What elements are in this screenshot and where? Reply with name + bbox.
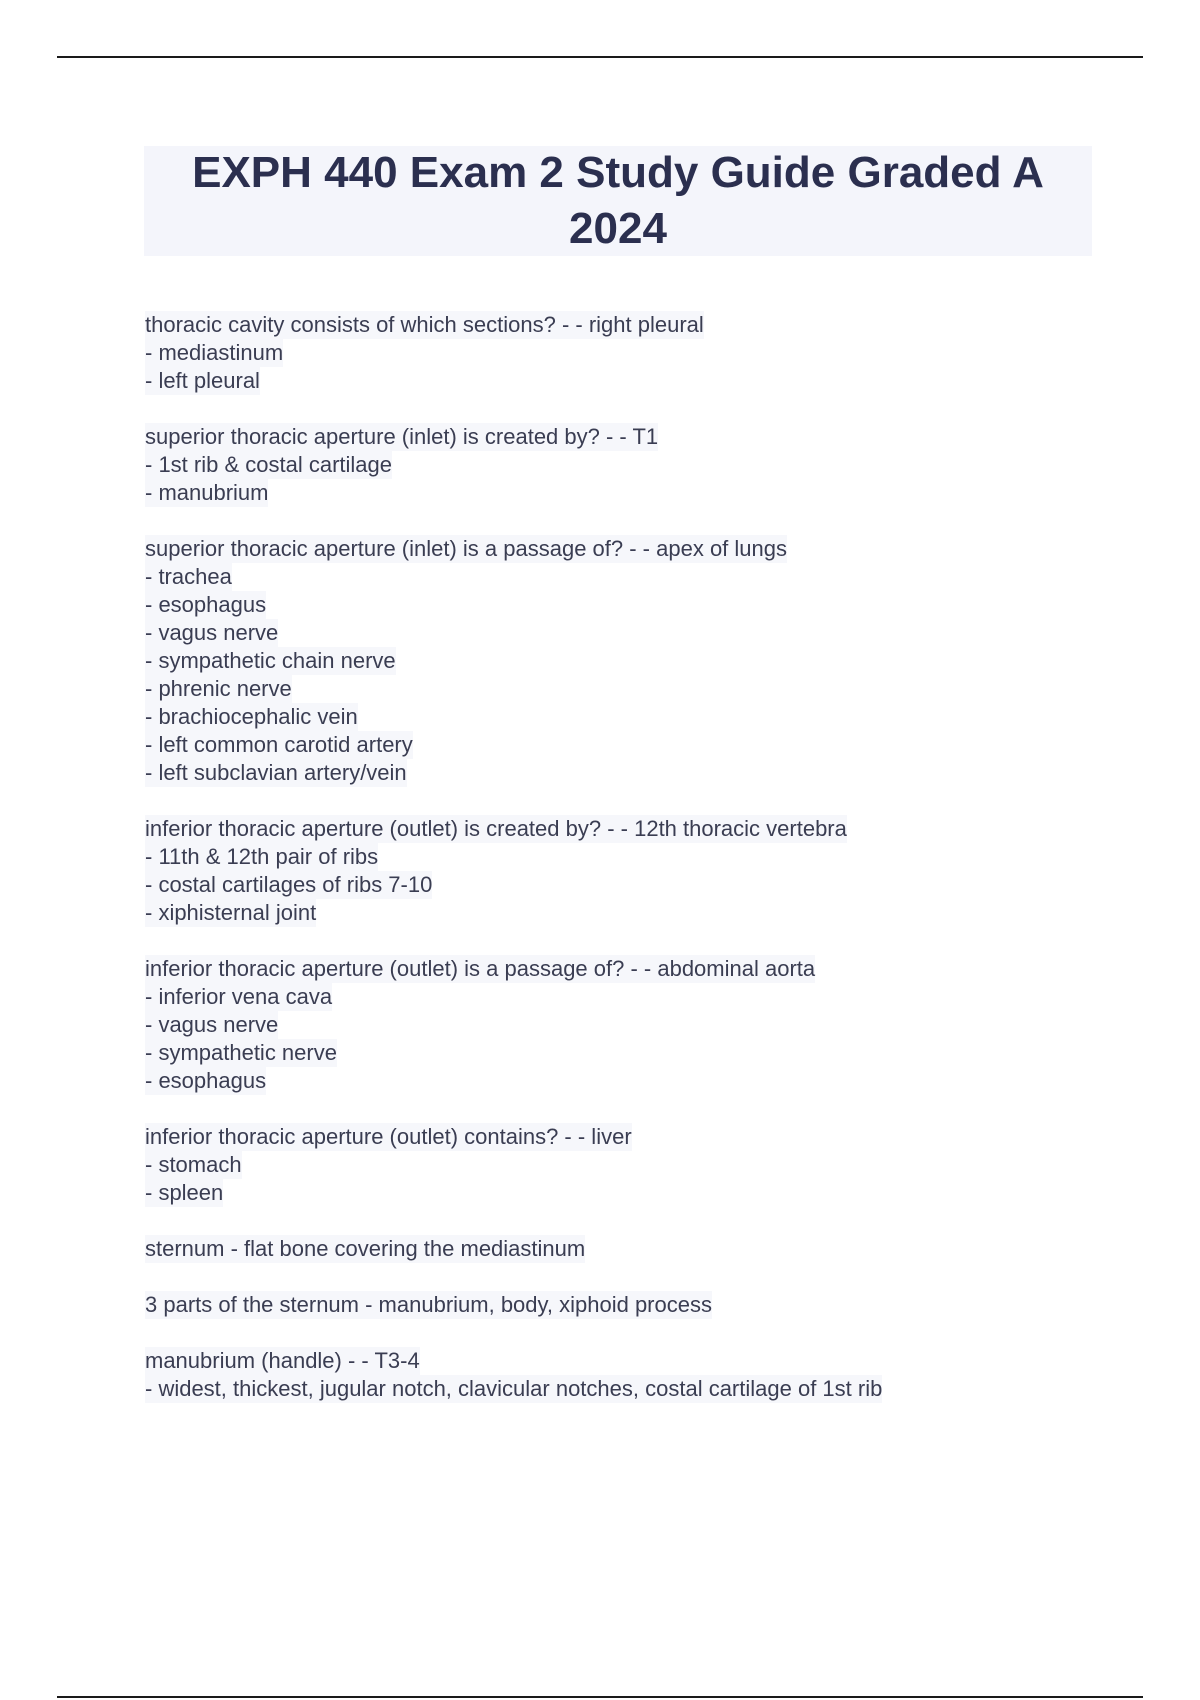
entry-detail-line: - stomach	[145, 1152, 242, 1177]
study-entry	[145, 535, 1105, 787]
study-entry	[145, 423, 1105, 507]
entry-term: superior thoracic aperture (inlet) is created by? - - T1	[145, 424, 659, 449]
study-entry	[145, 1235, 1105, 1263]
entry-detail-line: - left subclavian artery/vein	[145, 760, 407, 785]
entry-detail-line: - costal cartilages of ribs 7-10	[145, 872, 433, 897]
study-entry	[145, 1291, 1105, 1319]
entry-term: manubrium (handle) - - T3-4	[145, 1348, 420, 1373]
entry-detail-line: - mediastinum	[145, 340, 284, 365]
entry-detail-line: - vagus nerve	[145, 620, 279, 645]
top-rule	[57, 56, 1143, 58]
entry-detail-line: - phrenic nerve	[145, 676, 292, 701]
entry-detail-line: - esophagus	[145, 1068, 267, 1093]
entry-detail-line: - vagus nerve	[145, 1012, 279, 1037]
entry-detail-line: - 11th & 12th pair of ribs	[145, 844, 379, 869]
document-title: EXPH 440 Exam 2 Study Guide Graded A 2024	[192, 148, 1044, 253]
study-entry	[145, 955, 1105, 1095]
entry-detail-line: - esophagus	[145, 592, 267, 617]
study-entry	[145, 311, 1105, 395]
entry-detail-line: - sympathetic nerve	[145, 1040, 337, 1065]
study-entry	[145, 1347, 1105, 1403]
entry-detail-line: - 1st rib & costal cartilage	[145, 452, 392, 477]
entry-term: thoracic cavity consists of which sections? - - right pleural	[145, 312, 704, 337]
entry-detail-line: - widest, thickest, jugular notch, clavicular notches, costal cartilage of 1st rib	[145, 1376, 883, 1401]
entry-detail-line: - spleen	[145, 1180, 224, 1205]
study-entry	[145, 815, 1105, 927]
entry-term: inferior thoracic aperture (outlet) is a passage of? - - abdominal aorta	[145, 956, 816, 981]
entry-term: inferior thoracic aperture (outlet) contains? - - liver	[145, 1124, 632, 1149]
study-entry	[145, 1123, 1105, 1207]
entry-detail-line: - left pleural	[145, 368, 260, 393]
entry-detail-line: - inferior vena cava	[145, 984, 333, 1009]
entry-detail-line: - brachiocephalic vein	[145, 704, 358, 729]
entry-detail-line: - left common carotid artery	[145, 732, 413, 757]
entry-detail-line: - xiphisternal joint	[145, 900, 317, 925]
study-guide-body	[145, 311, 1105, 1431]
entry-term: 3 parts of the sternum - manubrium, body, xiphoid process	[145, 1292, 712, 1317]
entry-detail-line: - sympathetic chain nerve	[145, 648, 396, 673]
entry-detail-line: - manubrium	[145, 480, 269, 505]
entry-term: sternum - flat bone covering the mediastinum	[145, 1236, 586, 1261]
bottom-rule	[57, 1696, 1143, 1698]
entry-term: inferior thoracic aperture (outlet) is created by? - - 12th thoracic vertebra	[145, 816, 847, 841]
entry-detail-line: - trachea	[145, 564, 232, 589]
entry-term: superior thoracic aperture (inlet) is a passage of? - - apex of lungs	[145, 536, 787, 561]
title-banner	[144, 146, 1092, 256]
